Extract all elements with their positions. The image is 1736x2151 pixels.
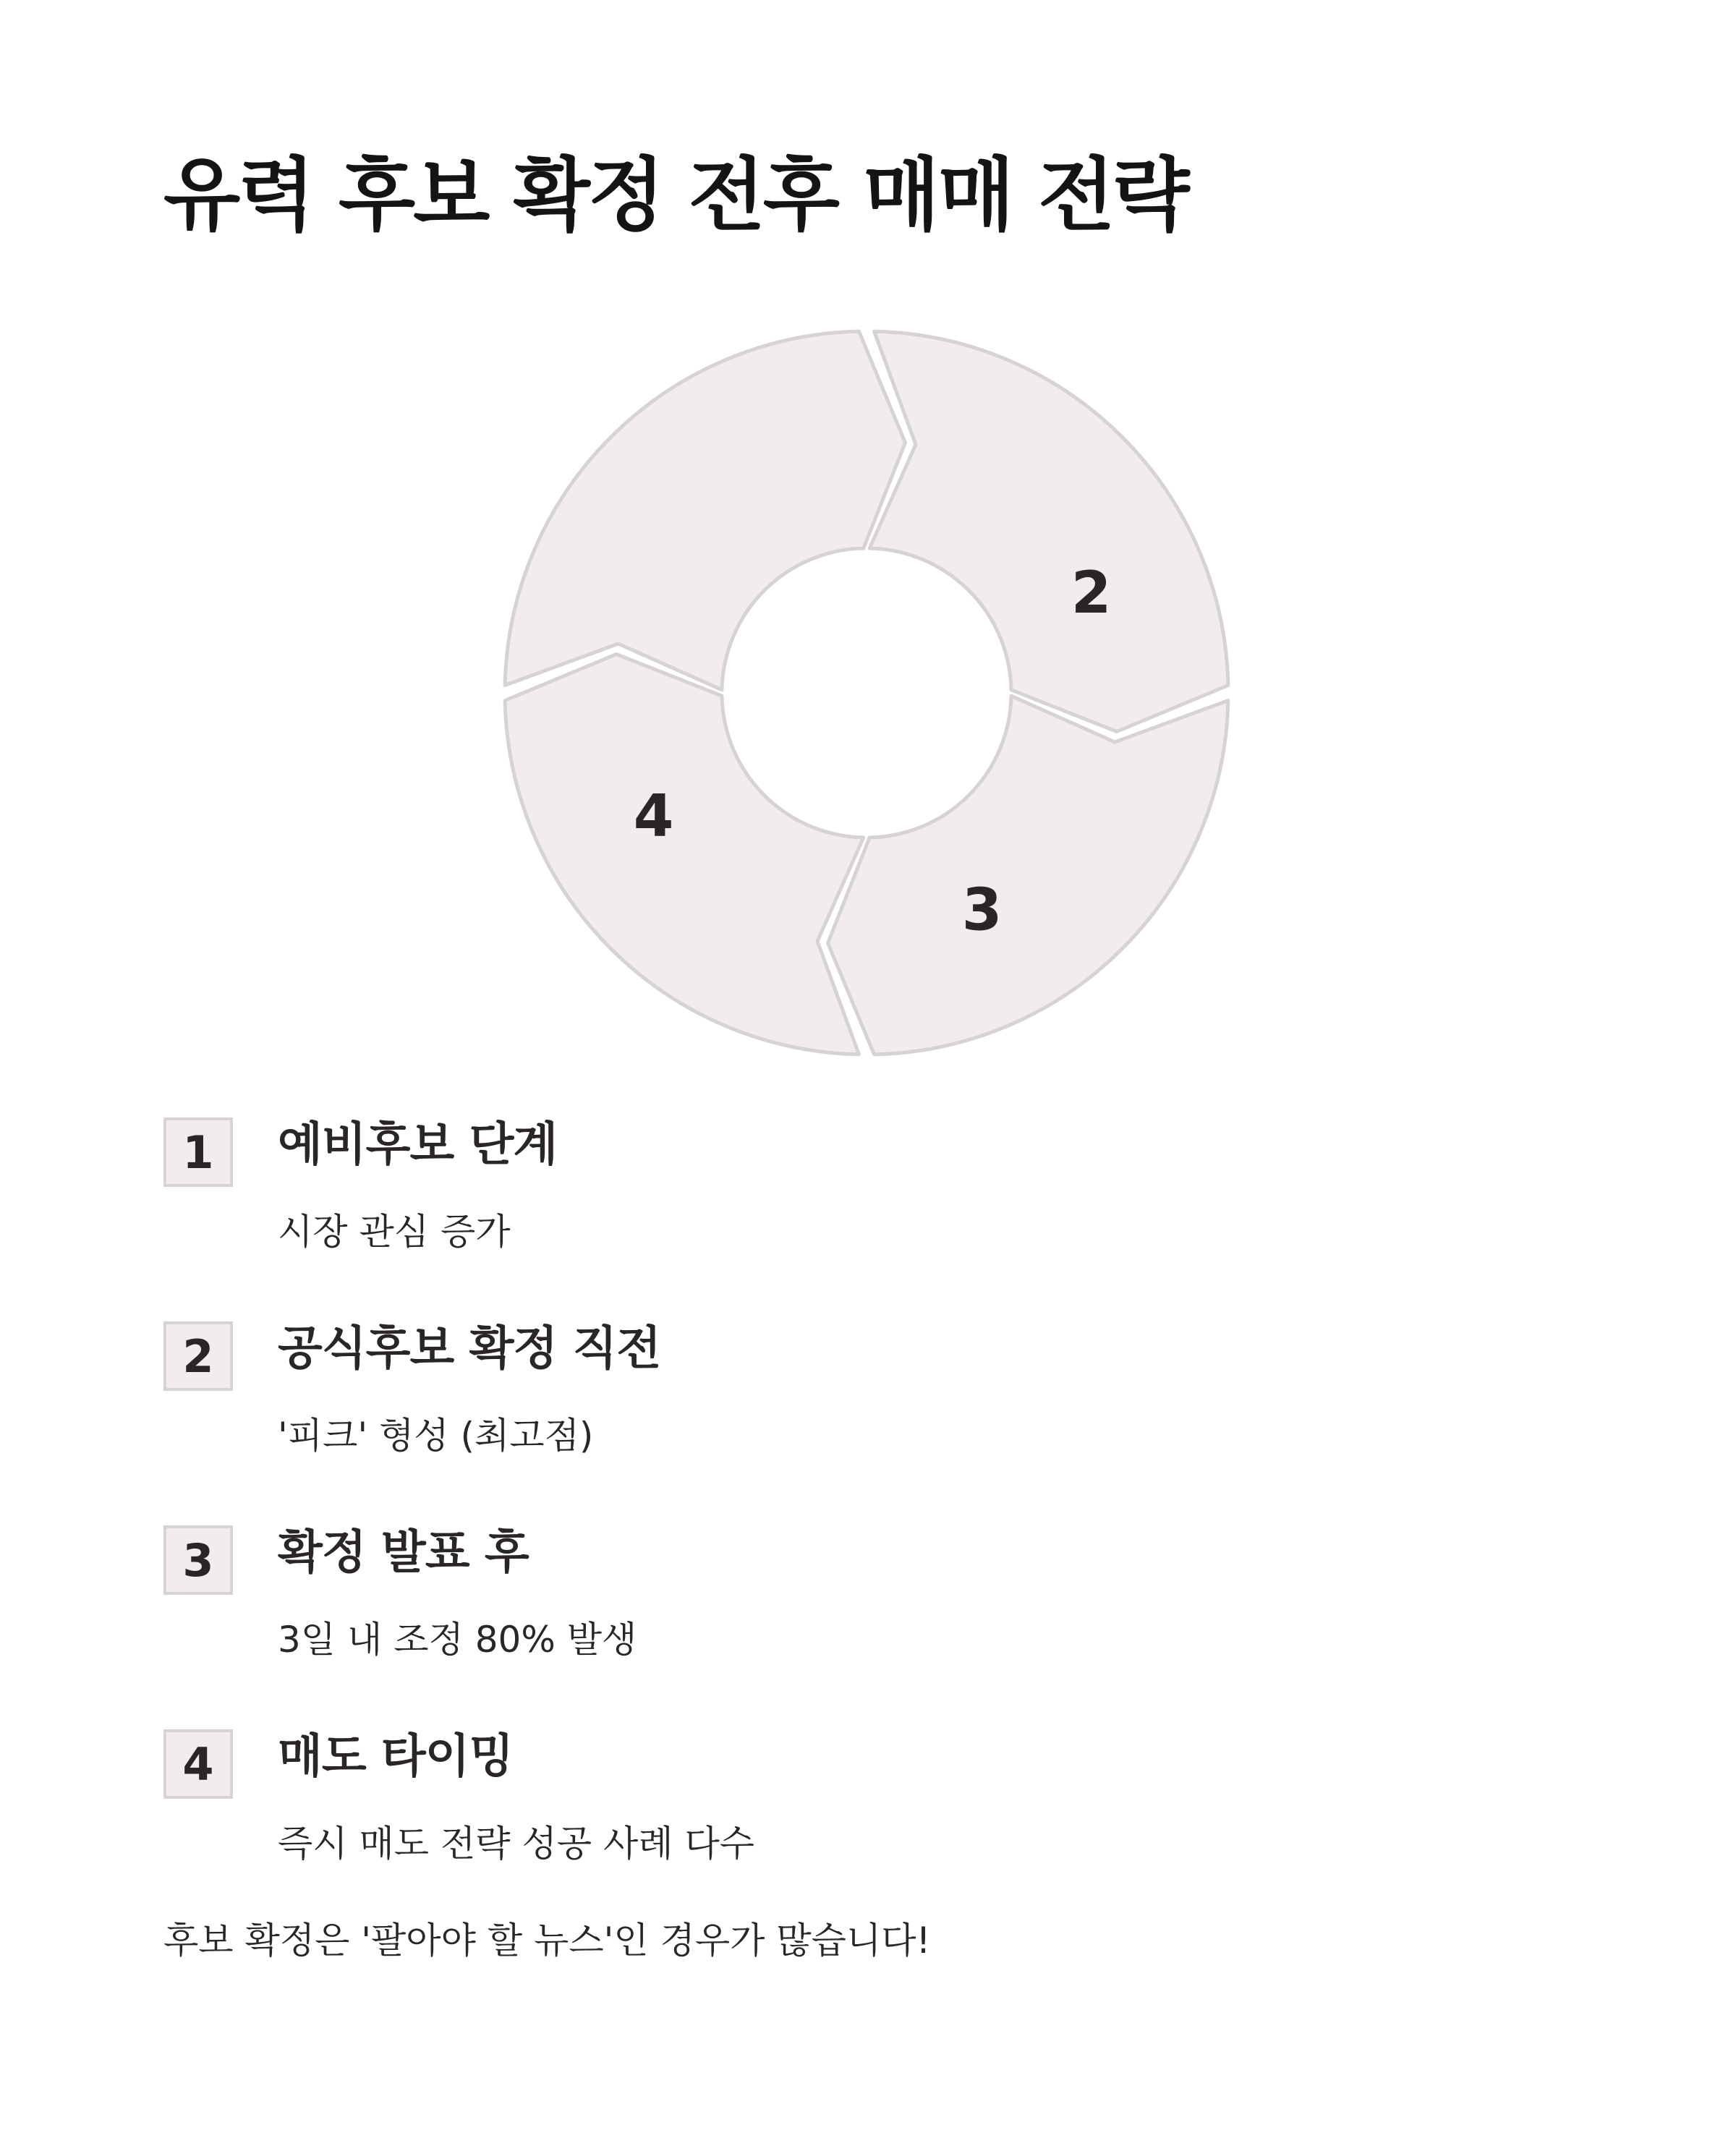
cycle-segment-4: [505, 331, 905, 690]
cycle-segment-2: [828, 696, 1228, 1055]
step-item-3: [163, 1525, 1610, 1729]
step-list: [163, 1117, 1610, 1933]
step-title: 확정 발표 후: [278, 1526, 529, 1580]
footer-note: 후보 확정은 '팔아야 할 뉴스'인 경우가 많습니다!: [163, 1920, 931, 1962]
step-number-badge: 1: [163, 1117, 233, 1187]
step-number-badge: 2: [163, 1321, 233, 1391]
step-title: 공식후보 확정 직전: [278, 1322, 661, 1376]
step-description: 3일 내 조정 80% 발생: [278, 1619, 637, 1661]
page-title: 유력 후보 확정 전후 매매 전략: [163, 149, 1188, 242]
step-item-4: [163, 1729, 1610, 1933]
step-title: 예비후보 단계: [278, 1118, 558, 1172]
cycle-segment-label-4: 4: [633, 782, 674, 850]
cycle-segment-label-3: 3: [961, 876, 1003, 944]
cycle-segment-3: [505, 655, 864, 1055]
step-description: '피크' 형성 (최고점): [278, 1415, 594, 1457]
cycle-segment-label-2: 2: [1071, 559, 1112, 627]
step-item-2: [163, 1321, 1610, 1525]
step-item-1: [163, 1117, 1610, 1321]
step-description: 시장 관심 증가: [278, 1211, 511, 1253]
step-description: 즉시 매도 전략 성공 사례 다수: [278, 1823, 755, 1865]
cycle-segment-1: [869, 331, 1228, 731]
step-title: 매도 타이밍: [278, 1730, 514, 1784]
step-number-badge: 3: [163, 1525, 233, 1595]
step-number-badge: 4: [163, 1729, 233, 1799]
